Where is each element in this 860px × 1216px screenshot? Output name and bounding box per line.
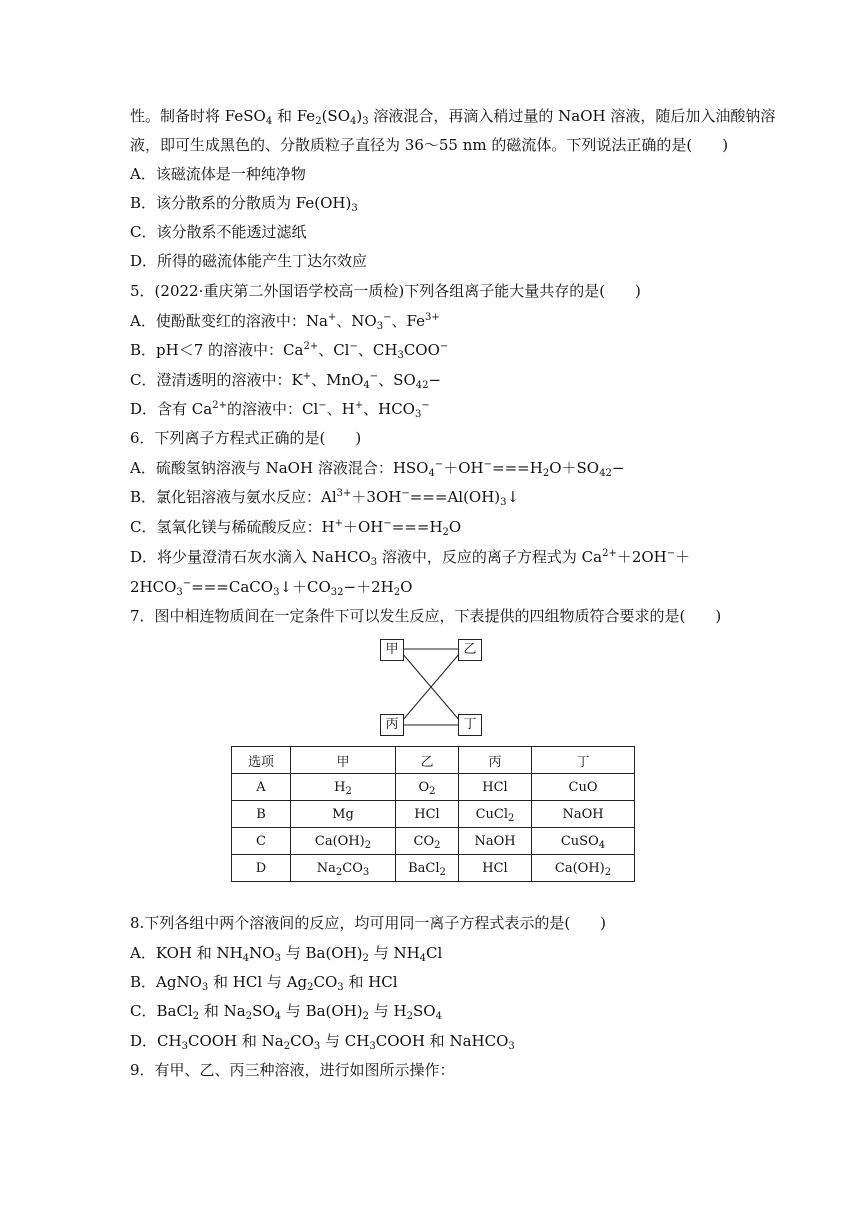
table-cell: CuSO$_4$ xyxy=(532,828,635,855)
q4-option-d: D．所得的磁流体能产生丁达尔效应 xyxy=(130,252,368,270)
table-header-cell: 丙 xyxy=(459,747,532,774)
q6-option-c: C．氢氧化镁与稀硫酸反应：$H^++OH^-===H_2O$ xyxy=(130,518,462,538)
table-cell: D xyxy=(232,855,291,882)
table-cell: CuO xyxy=(532,774,635,801)
q5-stem: 5．(2022·重庆第二外国语学校高一质检)下列各组离子能大量共存的是( ) xyxy=(130,282,641,300)
table-row xyxy=(232,828,635,855)
q5-option-a: A．使酚酞变红的溶液中：Na+、$NO_3^-$、$Fe^{3+}$ xyxy=(130,312,440,332)
q4-intro-line1: 性。制备时将 FeSO$_4$ 和 $Fe_2(SO_4)_3$ 溶液混合，再滴入稍过量的 NaOH 溶液，随后加入油酸钠溶 xyxy=(130,107,776,127)
q4-intro-line2: 液，即可生成黑色的、分散质粒子直径为 36～55 nm 的磁流体。下列说法正确的是( ) xyxy=(130,136,729,154)
table-header-cell: 选项 xyxy=(232,747,291,774)
table-cell: Mg xyxy=(291,801,396,828)
table-header-cell: 乙 xyxy=(396,747,459,774)
table-cell: NaOH xyxy=(459,828,532,855)
table-row xyxy=(232,774,635,801)
table-cell: C xyxy=(232,828,291,855)
table-cell: A xyxy=(232,774,291,801)
q6-option-d-line2: $2HCO_3^-===CaCO_3↓+CO_{32}-+2H_2O$ xyxy=(130,578,413,598)
table-cell: HCl xyxy=(396,801,459,828)
diagram-node-yi: 乙 xyxy=(458,639,482,661)
table-cell: CuCl$_2$ xyxy=(459,801,532,828)
table-cell: $Ca(OH)_2$ xyxy=(532,855,635,882)
q6-option-d-line1: D．将少量澄清石灰水滴入 NaHCO$_3$ 溶液中，反应的离子方程式为 $Ca^{2+}+2OH^-+$ xyxy=(130,548,691,568)
q8-option-c: C．BaCl$_2$ 和 $Na_2SO_4$ 与 $Ba(OH)_2$ 与 $H_2SO_4$ xyxy=(130,1002,442,1022)
table-cell: $CO_2$ xyxy=(396,828,459,855)
q4-option-c: C．该分散系不能透过滤纸 xyxy=(130,223,307,241)
options-table xyxy=(231,746,635,882)
table-cell: NaOH xyxy=(532,801,635,828)
q8-stem: 8.下列各组中两个溶液间的反应，均可用同一离子方程式表示的是( ) xyxy=(130,914,607,932)
table-cell: BaCl$_2$ xyxy=(396,855,459,882)
table-header-cell: 甲 xyxy=(291,747,396,774)
table-header-row xyxy=(232,747,635,774)
diagram-node-jia: 甲 xyxy=(380,639,404,661)
q4-option-b: B．该分散系的分散质为 $Fe(OH)_3$ xyxy=(130,194,358,214)
table-cell: $Ca(OH)_2$ xyxy=(291,828,396,855)
q6-option-a: A．硫酸氢钠溶液与 NaOH 溶液混合：$HSO_4^-+OH^-===H_2O+SO_{42}-$ xyxy=(130,459,625,479)
table-row xyxy=(232,801,635,828)
table-cell: $Na_2CO_3$ xyxy=(291,855,396,882)
q5-option-b: B．pH＜7 的溶液中：$Ca^{2+}$、Cl−、$CH_3COO^-$ xyxy=(130,341,449,361)
q8-option-b: B．AgNO$_3$ 和 HCl 与 $Ag_2CO_3$ 和 HCl xyxy=(130,973,398,993)
table-cell: HCl xyxy=(459,774,532,801)
diagram-node-bing: 丙 xyxy=(380,714,404,736)
q9-stem: 9．有甲、乙、丙三种溶液，进行如图所示操作： xyxy=(130,1061,455,1079)
diagram-node-ding: 丁 xyxy=(458,714,482,736)
table-cell: $H_2$ xyxy=(291,774,396,801)
table-row xyxy=(232,855,635,882)
q8-option-a: A．KOH 和 $NH_4NO_3$ 与 $Ba(OH)_2$ 与 $NH_4Cl$ xyxy=(130,944,443,964)
q6-stem: 6．下列离子方程式正确的是( ) xyxy=(130,429,362,447)
q7-stem: 7．图中相连物质间在一定条件下可以发生反应，下表提供的四组物质符合要求的是( ) xyxy=(130,607,722,625)
q8-option-d: D．$CH_3COOH$ 和 $Na_2CO_3$ 与 $CH_3COOH$ 和 NaHCO$_3$ xyxy=(130,1032,515,1052)
q5-option-c: C．澄清透明的溶液中：K+、MnO$_4$−、$SO_{42}-$ xyxy=(130,371,442,391)
table-cell: B xyxy=(232,801,291,828)
table-cell: $O_2$ xyxy=(396,774,459,801)
q6-option-b: B．氯化铝溶液与氨水反应：$Al^{3+}+3OH^-===Al(OH)_3↓$ xyxy=(130,488,520,508)
table-header-cell: 丁 xyxy=(532,747,635,774)
q4-option-a: A．该磁流体是一种纯净物 xyxy=(130,165,306,183)
table-cell: HCl xyxy=(459,855,532,882)
q5-option-d: D．含有 $Ca^{2+}$的溶液中：Cl−、H+、$HCO_3^-$ xyxy=(130,400,430,420)
